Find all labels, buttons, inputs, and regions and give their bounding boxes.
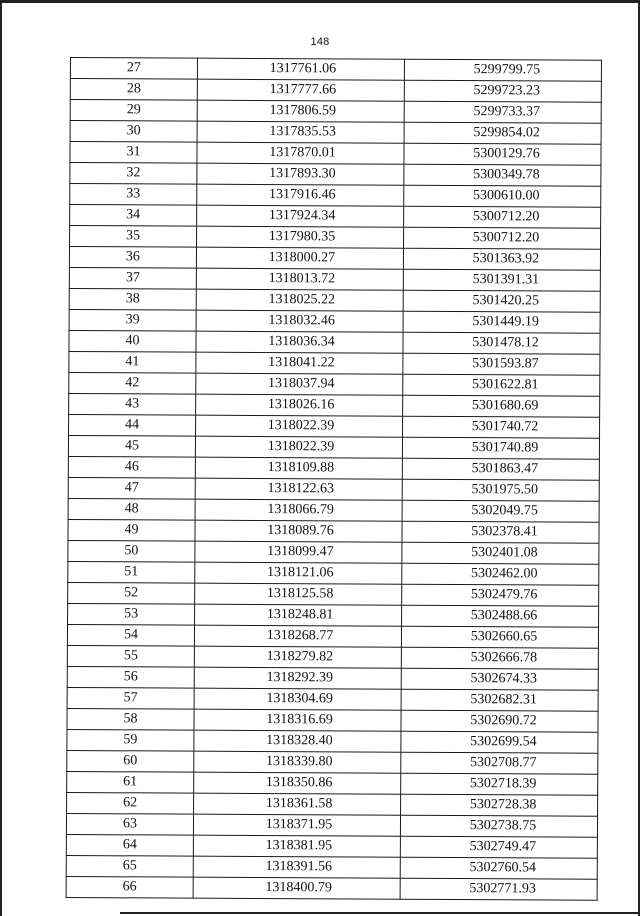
- x-coordinate-cell: 1317835.53: [197, 121, 404, 143]
- x-coordinate-cell: 1318400.79: [193, 877, 400, 899]
- x-coordinate-cell: 1318089.76: [195, 520, 402, 542]
- x-coordinate-cell: 1317980.35: [197, 226, 404, 248]
- point-number-cell: 54: [67, 624, 194, 646]
- point-number-cell: 61: [67, 771, 194, 793]
- x-coordinate-cell: 1318316.69: [194, 709, 401, 731]
- point-number-cell: 65: [66, 855, 193, 877]
- x-coordinate-cell: 1317777.66: [197, 79, 404, 101]
- page-number: 148: [310, 36, 330, 48]
- x-coordinate-cell: 1318099.47: [195, 541, 402, 563]
- x-coordinate-cell: 1318000.27: [196, 247, 403, 269]
- y-coordinate-cell: 5301420.25: [403, 290, 600, 312]
- table-row: [67, 792, 598, 816]
- x-coordinate-cell: 1318041.22: [196, 352, 403, 374]
- x-coordinate-cell: 1318022.39: [195, 436, 402, 458]
- table-row: [67, 750, 598, 774]
- table-row: [67, 771, 598, 795]
- y-coordinate-cell: 5299723.23: [404, 80, 601, 102]
- y-coordinate-cell: 5302488.66: [402, 605, 599, 627]
- y-coordinate-cell: 5301363.92: [403, 248, 600, 270]
- table-row: [69, 372, 600, 396]
- y-coordinate-cell: 5302660.65: [401, 626, 598, 648]
- x-coordinate-cell: 1318125.58: [195, 583, 402, 605]
- table-row: [70, 79, 601, 103]
- point-number-cell: 48: [68, 498, 195, 520]
- table-row: [69, 414, 600, 438]
- table-row: [69, 309, 600, 333]
- y-coordinate-cell: 5301478.12: [403, 332, 600, 354]
- y-coordinate-cell: 5301622.81: [403, 374, 600, 396]
- table-row: [68, 603, 599, 627]
- x-coordinate-cell: 1318350.86: [194, 772, 401, 794]
- x-coordinate-cell: 1318279.82: [194, 646, 401, 668]
- y-coordinate-cell: 5302708.77: [401, 752, 598, 774]
- point-number-cell: 41: [69, 351, 196, 373]
- table-row: [70, 163, 601, 187]
- x-coordinate-cell: 1318361.58: [194, 793, 401, 815]
- table-row: [70, 142, 601, 166]
- table-row: [70, 184, 601, 208]
- point-number-cell: 57: [67, 687, 194, 709]
- point-number-cell: 29: [70, 100, 197, 122]
- point-number-cell: 60: [67, 750, 194, 772]
- point-number-cell: 35: [70, 226, 197, 248]
- point-number-cell: 51: [68, 561, 195, 583]
- table-row: [66, 855, 597, 879]
- table-row: [69, 267, 600, 291]
- y-coordinate-cell: 5301863.47: [402, 458, 599, 480]
- x-coordinate-cell: 1318013.72: [196, 268, 403, 290]
- y-coordinate-cell: 5300129.76: [404, 143, 601, 165]
- point-number-cell: 63: [66, 813, 193, 835]
- table-row: [68, 435, 599, 459]
- point-number-cell: 47: [68, 477, 195, 499]
- point-number-cell: 53: [68, 603, 195, 625]
- x-coordinate-cell: 1318248.81: [195, 604, 402, 626]
- table-row: [70, 58, 601, 82]
- y-coordinate-cell: 5302682.31: [401, 689, 598, 711]
- x-coordinate-cell: 1318381.95: [193, 835, 400, 857]
- x-coordinate-cell: 1317924.34: [197, 205, 404, 227]
- x-coordinate-cell: 1317893.30: [197, 163, 404, 185]
- x-coordinate-cell: 1318036.34: [196, 331, 403, 353]
- table-row: [68, 582, 599, 606]
- coordinates-table-body: [66, 58, 601, 901]
- point-number-cell: 62: [67, 792, 194, 814]
- table-row: [66, 834, 597, 858]
- x-coordinate-cell: 1318121.06: [195, 562, 402, 584]
- table-row: [67, 645, 598, 669]
- y-coordinate-cell: 5299733.37: [404, 101, 601, 123]
- y-coordinate-cell: 5302378.41: [402, 521, 599, 543]
- point-number-cell: 58: [67, 708, 194, 730]
- point-number-cell: 59: [67, 729, 194, 751]
- y-coordinate-cell: 5301391.31: [403, 269, 600, 291]
- x-coordinate-cell: 1318268.77: [194, 625, 401, 647]
- y-coordinate-cell: 5302771.93: [400, 878, 597, 900]
- table-row: [68, 561, 599, 585]
- table-row: [69, 247, 600, 271]
- x-coordinate-cell: 1318109.88: [195, 457, 402, 479]
- x-coordinate-cell: 1317806.59: [197, 100, 404, 122]
- point-number-cell: 39: [69, 309, 196, 331]
- x-coordinate-cell: 1318037.94: [196, 373, 403, 395]
- y-coordinate-cell: 5300712.20: [404, 206, 601, 228]
- top-border-line: [0, 0, 640, 3]
- point-number-cell: 33: [70, 184, 197, 206]
- y-coordinate-cell: 5302728.38: [401, 794, 598, 816]
- point-number-cell: 28: [70, 79, 197, 101]
- x-coordinate-cell: 1318391.56: [193, 856, 400, 878]
- table-row: [68, 477, 599, 501]
- x-coordinate-cell: 1318032.46: [196, 310, 403, 332]
- point-number-cell: 52: [68, 582, 195, 604]
- table-row: [69, 288, 600, 312]
- point-number-cell: 46: [68, 456, 195, 478]
- table-row: [69, 393, 600, 417]
- y-coordinate-cell: 5302690.72: [401, 710, 598, 732]
- point-number-cell: 50: [68, 540, 195, 562]
- coordinates-table: [66, 57, 602, 901]
- x-coordinate-cell: 1318122.63: [195, 478, 402, 500]
- x-coordinate-cell: 1317761.06: [197, 58, 404, 80]
- y-coordinate-cell: 5302462.00: [402, 563, 599, 585]
- x-coordinate-cell: 1318292.39: [194, 667, 401, 689]
- table-row: [67, 687, 598, 711]
- y-coordinate-cell: 5302479.76: [402, 584, 599, 606]
- x-coordinate-cell: 1318328.40: [194, 730, 401, 752]
- point-number-cell: 49: [68, 519, 195, 541]
- y-coordinate-cell: 5301975.50: [402, 479, 599, 501]
- y-coordinate-cell: 5301593.87: [403, 353, 600, 375]
- table-row: [67, 729, 598, 753]
- point-number-cell: 44: [69, 414, 196, 436]
- table-row: [68, 519, 599, 543]
- x-coordinate-cell: 1317916.46: [197, 184, 404, 206]
- y-coordinate-cell: 5301740.72: [403, 416, 600, 438]
- table-row: [68, 456, 599, 480]
- table-row: [67, 708, 598, 732]
- y-coordinate-cell: 5301740.89: [402, 437, 599, 459]
- point-number-cell: 55: [67, 645, 194, 667]
- point-number-cell: 31: [70, 142, 197, 164]
- table-row: [68, 498, 599, 522]
- y-coordinate-cell: 5300349.78: [404, 164, 601, 186]
- table-row: [70, 100, 601, 124]
- y-coordinate-cell: 5302699.54: [401, 731, 598, 753]
- point-number-cell: 45: [68, 435, 195, 457]
- y-coordinate-cell: 5302718.39: [401, 773, 598, 795]
- point-number-cell: 56: [67, 666, 194, 688]
- table-row: [70, 205, 601, 229]
- point-number-cell: 30: [70, 121, 197, 143]
- table-row: [70, 226, 601, 250]
- y-coordinate-cell: 5299799.75: [404, 59, 601, 81]
- y-coordinate-cell: 5302049.75: [402, 500, 599, 522]
- left-border-line: [0, 0, 2, 916]
- point-number-cell: 36: [69, 247, 196, 269]
- x-coordinate-cell: 1318371.95: [193, 814, 400, 836]
- point-number-cell: 27: [70, 58, 197, 80]
- x-coordinate-cell: 1318025.22: [196, 289, 403, 311]
- table-row: [67, 624, 598, 648]
- table-row: [67, 666, 598, 690]
- y-coordinate-cell: 5302674.33: [401, 668, 598, 690]
- y-coordinate-cell: 5302760.54: [400, 857, 597, 879]
- y-coordinate-cell: 5302666.78: [401, 647, 598, 669]
- point-number-cell: 40: [69, 330, 196, 352]
- point-number-cell: 34: [70, 205, 197, 227]
- y-coordinate-cell: 5302749.47: [400, 836, 597, 858]
- table-row: [70, 121, 601, 145]
- table-row: [68, 540, 599, 564]
- point-number-cell: 38: [69, 288, 196, 310]
- y-coordinate-cell: 5300712.20: [404, 227, 601, 249]
- y-coordinate-cell: 5301449.19: [403, 311, 600, 333]
- table-row: [69, 351, 600, 375]
- x-coordinate-cell: 1318066.79: [195, 499, 402, 521]
- y-coordinate-cell: 5302401.08: [402, 542, 599, 564]
- bottom-border-line: [120, 912, 640, 914]
- x-coordinate-cell: 1317870.01: [197, 142, 404, 164]
- x-coordinate-cell: 1318026.16: [196, 394, 403, 416]
- point-number-cell: 32: [70, 163, 197, 185]
- y-coordinate-cell: 5301680.69: [403, 395, 600, 417]
- y-coordinate-cell: 5299854.02: [404, 122, 601, 144]
- y-coordinate-cell: 5302738.75: [400, 815, 597, 837]
- point-number-cell: 42: [69, 372, 196, 394]
- point-number-cell: 66: [66, 876, 193, 898]
- x-coordinate-cell: 1318304.69: [194, 688, 401, 710]
- table-row: [66, 813, 597, 837]
- x-coordinate-cell: 1318022.39: [196, 415, 403, 437]
- point-number-cell: 37: [69, 267, 196, 289]
- table-row: [69, 330, 600, 354]
- point-number-cell: 64: [66, 834, 193, 856]
- point-number-cell: 43: [69, 393, 196, 415]
- table-row: [66, 876, 597, 900]
- y-coordinate-cell: 5300610.00: [404, 185, 601, 207]
- x-coordinate-cell: 1318339.80: [194, 751, 401, 773]
